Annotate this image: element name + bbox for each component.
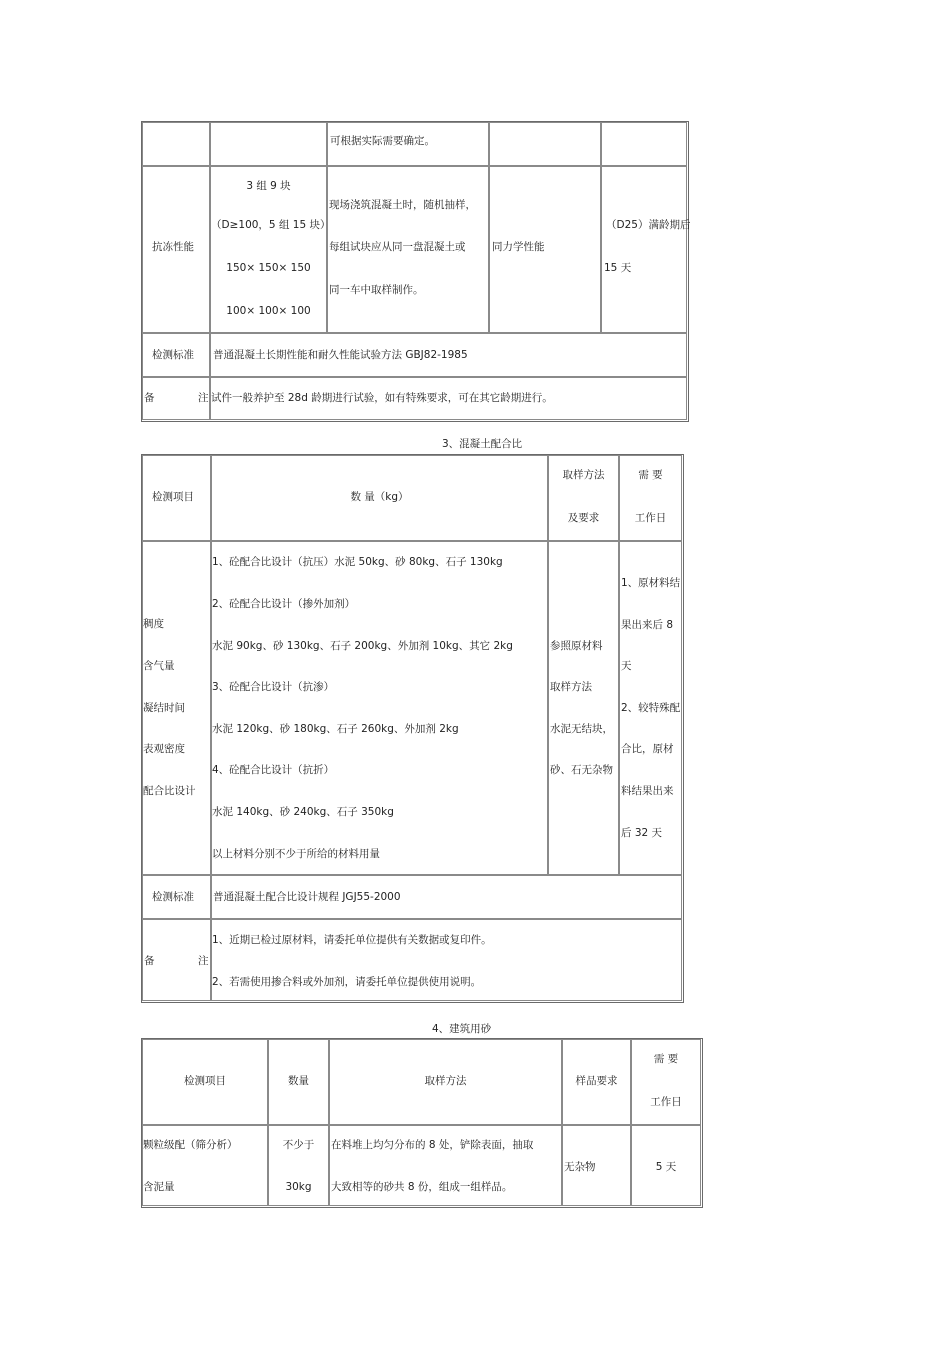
t3-header-quantity: 数 量（kg）: [350, 491, 409, 503]
t4-method-line: 在料堆上均匀分布的 8 处，铲除表面，抽取: [331, 1139, 534, 1151]
t4-header-days-line: 需 要: [653, 1053, 679, 1065]
t3-header-days-cell: [619, 455, 682, 541]
mix-ratio-table: [141, 454, 684, 1003]
t3-quantity-line: 水泥 120kg、砂 180kg、石子 260kg、外加剂 2kg: [212, 723, 459, 735]
t1-note-value-cell: [210, 377, 687, 420]
t4-days-cell: [631, 1125, 701, 1206]
t1-freeze-qty-line: 150× 150× 150: [226, 262, 311, 274]
t3-quantity-line: 水泥 90kg、砂 130kg、石子 200kg、外加剂 10kg、其它 2kg: [212, 640, 513, 652]
t1-r0-c2: [210, 122, 327, 166]
t1-r0-c5: [601, 122, 687, 166]
freeze-table: [141, 121, 689, 422]
t4-header-sample: 样品要求: [575, 1075, 618, 1087]
t1-freeze-method-cell: [327, 166, 489, 333]
t3-item: 配合比设计: [143, 785, 196, 797]
t3-quantity-cell: [211, 541, 548, 875]
t3-quantity-line: 水泥 140kg、砂 240kg、石子 350kg: [212, 806, 394, 818]
t3-note-line: 2、若需使用掺合料或外加剂，请委托单位提供使用说明。: [212, 976, 482, 988]
t1-freeze-item-cell: [142, 166, 210, 333]
t3-quantity-line: 3、砼配合比设计（抗渗）: [212, 681, 335, 693]
t1-r0-c4: [489, 122, 601, 166]
t4-header-days-cell: [631, 1039, 701, 1125]
t4-quantity-line: 30kg: [285, 1181, 312, 1193]
t3-note-label-cell: [142, 919, 211, 1001]
t1-freeze-method-line: 同一车中取样制作。: [329, 284, 424, 296]
t1-note-label-cell: [142, 377, 210, 420]
t1-freeze-days-cell: [601, 166, 691, 333]
t4-header-days-line: 工作日: [650, 1096, 682, 1108]
t1-freeze-method-line: 每组试块应从同一盘混凝土或: [329, 241, 466, 253]
t3-method-cell: [548, 541, 619, 875]
t3-days-line: 合比，原材: [621, 743, 674, 755]
sand-table: [141, 1038, 703, 1208]
t3-note-line: 1、近期已检过原材料，请委托单位提供有关数据或复印件。: [212, 934, 492, 946]
t3-quantity-line: 4、砼配合比设计（抗折）: [212, 764, 335, 776]
t3-standard-value-cell: [211, 875, 682, 919]
t1-note-value: 试件一般养护至 28d 龄期进行试验，如有特殊要求，可在其它龄期进行。: [211, 392, 553, 404]
t4-items-cell: [142, 1125, 268, 1206]
t3-method-line: 水泥无结块，: [550, 723, 613, 735]
t4-header-item: 检测项目: [184, 1075, 226, 1087]
t4-quantity-line: 不少于: [282, 1139, 315, 1151]
t3-days-line: 1、原材料结: [621, 577, 681, 589]
t1-r0-c3: [327, 122, 489, 166]
t3-method-line: 砂、石无杂物: [550, 764, 613, 776]
t3-days-line: 果出来后 8: [621, 619, 674, 631]
t1-freeze-requirement-cell: [489, 166, 601, 333]
t3-days-line: 后 32 天: [621, 827, 663, 839]
t3-header-method-line: 及要求: [567, 512, 600, 524]
t1-freeze-qty-line: 3 组 9 块: [246, 180, 291, 192]
t3-standard-label: 检测标准: [152, 891, 194, 903]
t4-sample-cell: [562, 1125, 631, 1206]
section3-caption: 3、混凝土配合比: [442, 438, 523, 450]
t3-item: 凝结时间: [143, 702, 185, 714]
t4-method-line: 大致相等的砂共 8 份，组成一组样品。: [331, 1181, 513, 1193]
t3-header-method-line: 取样方法: [562, 469, 605, 481]
t4-header-method-cell: [329, 1039, 562, 1125]
t1-r0-method-text: 可根据实际需要确定。: [330, 135, 435, 147]
t3-header-item: 检测项目: [152, 491, 194, 503]
t4-header-method: 取样方法: [424, 1075, 467, 1087]
t1-freeze-requirement: 同力学性能: [492, 241, 545, 253]
t3-header-days-line: 工作日: [634, 512, 667, 524]
t1-freeze-qty-line: 100× 100× 100: [226, 305, 311, 317]
t3-days-cell: [619, 541, 682, 875]
t1-standard-label: 检测标准: [152, 349, 194, 361]
t1-note-label-left: 备: [144, 392, 155, 404]
t3-quantity-line: 以上材料分别不少于所给的材料用量: [212, 848, 380, 860]
t4-header-item-cell: [142, 1039, 268, 1125]
t3-header-item-cell: [142, 455, 211, 541]
t1-r0-c1: [142, 122, 210, 166]
t3-method-line: 参照原材料: [550, 640, 603, 652]
t4-method-cell: [329, 1125, 562, 1206]
t4-item: 含泥量: [143, 1181, 175, 1193]
t1-freeze-days-line: 15 天: [604, 262, 632, 274]
t3-header-days-line: 需 要: [638, 469, 663, 481]
t1-freeze-method-line: 现场浇筑混凝土时，随机抽样，: [329, 199, 476, 211]
t3-note-value-cell: [211, 919, 682, 1001]
t4-quantity-cell: [268, 1125, 329, 1206]
t4-header-quantity: 数量: [288, 1075, 309, 1087]
t3-quantity-line: 1、砼配合比设计（抗压）水泥 50kg、砂 80kg、石子 130kg: [212, 556, 503, 568]
t3-note-label-left: 备: [144, 955, 155, 967]
t4-days: 5 天: [655, 1161, 677, 1173]
t3-item: 稠度: [143, 618, 164, 630]
t3-note-label-right: 注: [198, 955, 209, 967]
t3-days-line: 料结果出来: [621, 785, 674, 797]
t3-method-line: 取样方法: [550, 681, 592, 693]
t1-standard-value: 普通混凝土长期性能和耐久性能试验方法 GBJ82-1985: [213, 349, 468, 361]
t1-standard-value-cell: [210, 333, 687, 377]
t1-freeze-item: 抗冻性能: [152, 241, 194, 253]
t4-sample: 无杂物: [564, 1161, 596, 1173]
t1-note-label-right: 注: [198, 392, 209, 404]
t4-item: 颗粒级配（筛分析）: [143, 1139, 238, 1151]
t4-header-quantity-cell: [268, 1039, 329, 1125]
section4-caption: 4、建筑用砂: [432, 1023, 492, 1035]
t3-items-cell: [142, 541, 211, 875]
t3-header-quantity-cell: [211, 455, 548, 541]
t4-header-sample-cell: [562, 1039, 631, 1125]
t3-days-line: 天: [621, 660, 632, 672]
t1-freeze-quantity-cell: [210, 166, 331, 333]
t3-standard-value: 普通混凝土配合比设计规程 JGJ55-2000: [213, 891, 401, 903]
t3-item: 表观密度: [143, 743, 185, 755]
t1-freeze-qty-line: （D≥100，5 组 15 块）: [211, 219, 331, 231]
t3-header-method-cell: [548, 455, 619, 541]
t1-freeze-days-line: （D25）满龄期后: [606, 219, 691, 231]
t3-item: 含气量: [143, 660, 175, 672]
t3-quantity-line: 2、砼配合比设计（掺外加剂）: [212, 598, 356, 610]
t3-standard-label-cell: [142, 875, 211, 919]
t1-standard-label-cell: [142, 333, 210, 377]
t3-days-line: 2、较特殊配: [621, 702, 681, 714]
